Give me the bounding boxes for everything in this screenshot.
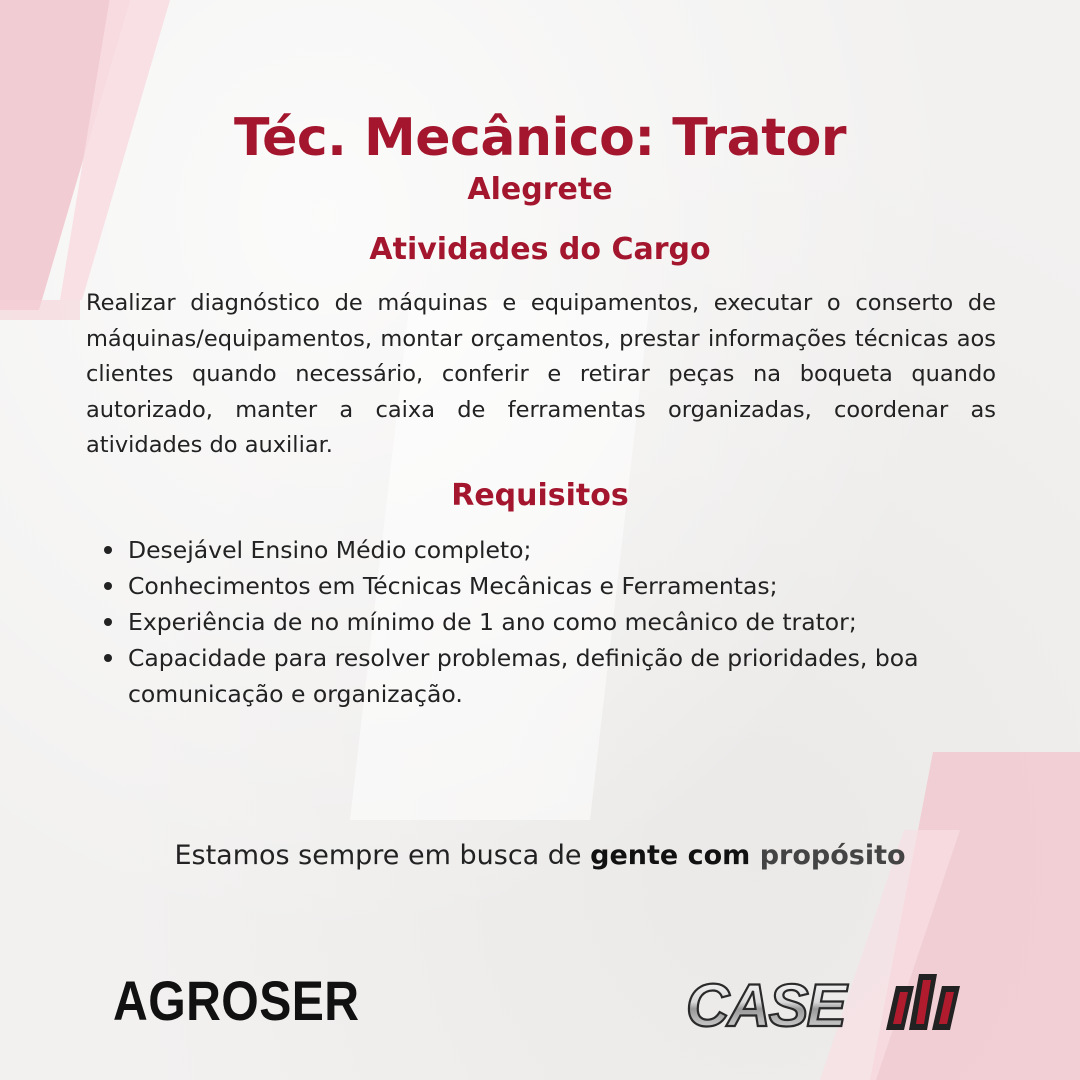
tagline-bold-2: propósito [750, 840, 906, 871]
tagline [0, 840, 1080, 871]
tagline-bold-1: gente com [590, 840, 751, 871]
activities-description: Realizar diagnóstico de máquinas e equipamentos, executar o conserto de máquinas/equipamentos, montar orçamentos, prestar informações técnicas aos clientes quando necessário, conferir e retirar peças na boqueta quando autorizado, manter a caixa de ferramentas organizadas, coordenar as atividades do auxiliar. [86, 290, 996, 458]
job-location: Alegrete [467, 172, 613, 207]
ih-mark-icon [886, 974, 960, 1030]
requirement-item [86, 532, 996, 568]
bullet-icon [104, 546, 112, 554]
requirement-item [86, 640, 996, 712]
requirements-heading: Requisitos [451, 478, 629, 513]
case-ih-logo [682, 968, 972, 1040]
job-title: Téc. Mecânico: Trator [234, 108, 846, 168]
bullet-icon [104, 618, 112, 626]
requirement-text: Capacidade para resolver problemas, definição de prioridades, boa comunicação e organização. [128, 644, 919, 708]
decor-strip-left [0, 300, 80, 320]
activities-heading: Atividades do Cargo [369, 232, 711, 267]
requirement-text: Desejável Ensino Médio completo; [128, 536, 532, 564]
bullet-icon [104, 582, 112, 590]
requirement-item [86, 604, 996, 640]
requirement-text: Experiência de no mínimo de 1 ano como mecânico de trator; [128, 608, 857, 636]
agroser-logo: AGROSER [113, 969, 360, 1032]
case-logo-text: CASE [686, 972, 845, 1039]
tagline-prefix: Estamos sempre em busca de [174, 840, 591, 871]
requirement-text: Conhecimentos em Técnicas Mecânicas e Ferramentas; [128, 572, 778, 600]
bullet-icon [104, 654, 112, 662]
requirements-list [86, 532, 996, 712]
requirement-item [86, 568, 996, 604]
